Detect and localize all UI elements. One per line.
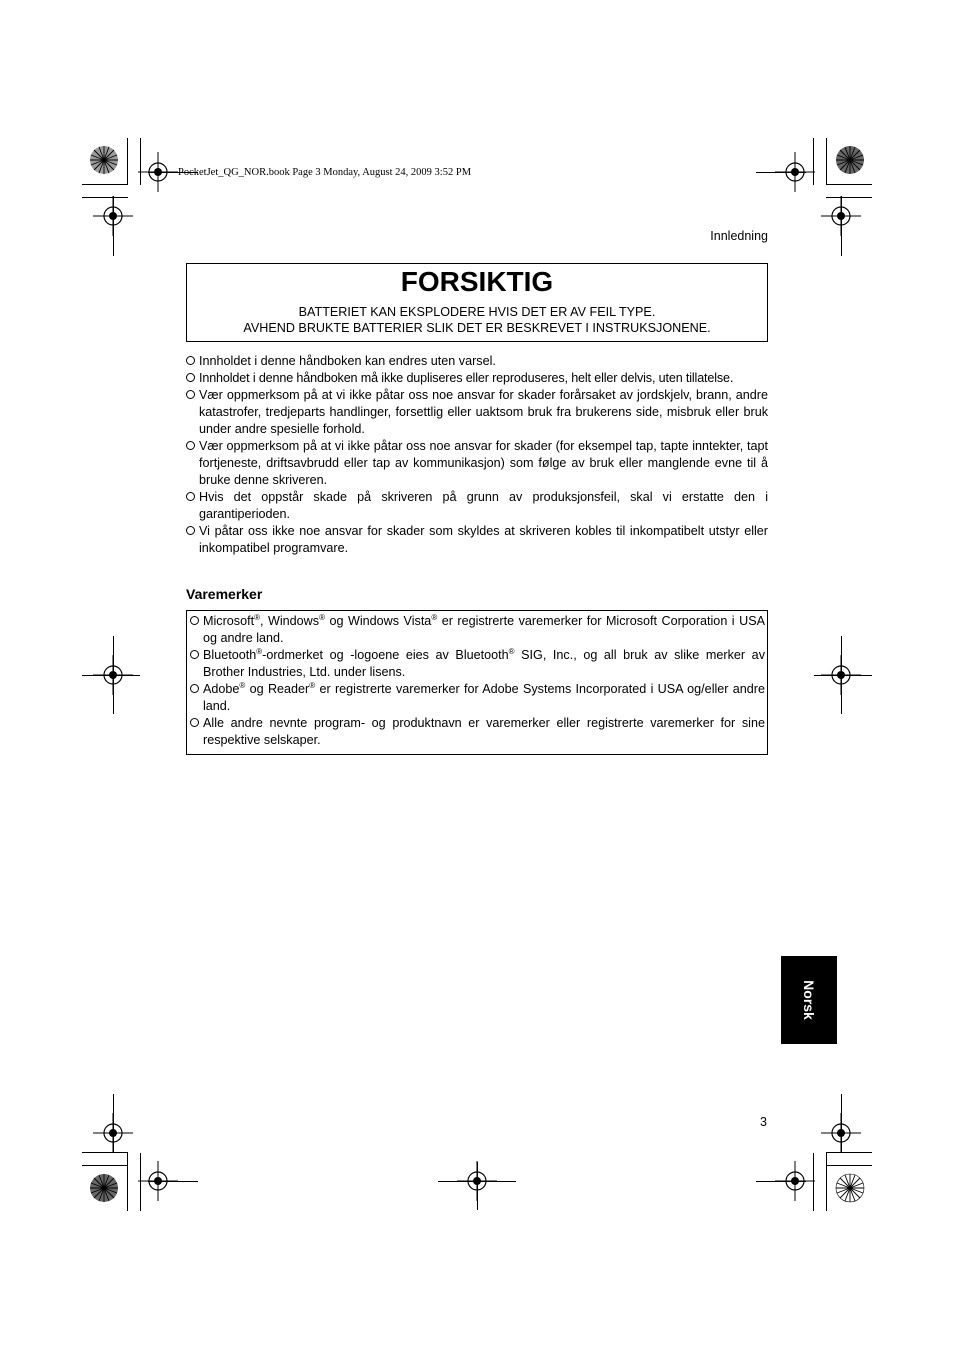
list-item <box>190 681 765 715</box>
trademark-text: er registrerte varemerker for Microsoft Corporation i USA og andre land. <box>203 614 765 645</box>
circle-bullet-icon <box>186 492 195 501</box>
registered-mark: ® <box>254 612 260 622</box>
crop-mark <box>127 1153 128 1211</box>
notice-text: Vær oppmerksom på at vi ikke påtar oss noe ansvar for skader (for eksempel tap, tapte inntekter, tapt fortjeneste, driftsavbrudd eller tap av kommunikasjon) som følge av bruk eller manglende evne til å bruke denne skriveren. <box>199 439 768 487</box>
list-item <box>186 370 768 387</box>
trademark-text: og Windows Vista <box>324 614 432 628</box>
trademark-text: Alle andre nevnte program- og produktnavn er varemerker eller registrerte varemerker for sine respektive selskaper. <box>203 716 765 747</box>
book-header: PocketJet_QG_NOR.book Page 3 Monday, August 24, 2009 3:52 PM <box>178 167 472 178</box>
crop-mark <box>841 196 842 256</box>
crop-mark <box>826 1153 827 1211</box>
trademark-text: og Reader <box>245 682 310 696</box>
circle-bullet-icon <box>190 650 199 659</box>
section-name: Innledning <box>710 229 768 243</box>
registered-mark: ® <box>508 646 515 656</box>
crop-mark <box>127 138 128 185</box>
crop-mark <box>113 196 114 256</box>
trademark-text: SIG, Inc., og all bruk av slike merker av Brother Industries, Ltd. under lisens. <box>203 648 765 679</box>
star-target-icon <box>835 145 865 175</box>
crop-mark <box>756 172 806 173</box>
list-item <box>186 438 768 489</box>
crop-mark <box>82 184 128 185</box>
trademark-text: -ordmerket og -logoene eies av Bluetooth <box>262 648 509 662</box>
circle-bullet-icon <box>190 684 199 693</box>
list-item <box>190 613 765 647</box>
trademark-text: Microsoft <box>203 614 255 628</box>
trademark-text: Bluetooth <box>203 648 257 662</box>
crop-mark <box>82 675 140 676</box>
star-target-icon <box>835 1173 865 1203</box>
page-number: 3 <box>760 1115 767 1129</box>
registered-mark: ® <box>256 646 263 656</box>
crop-mark <box>756 1181 806 1182</box>
registered-mark: ® <box>431 612 438 622</box>
list-item <box>190 647 765 681</box>
caution-line: AVHEND BRUKTE BATTERIER SLIK DET ER BESKREVET I INSTRUKSJONENE. <box>243 321 711 335</box>
crop-mark <box>841 1094 842 1152</box>
trademarks-box <box>186 610 768 755</box>
crop-mark <box>113 1094 114 1152</box>
list-item <box>186 387 768 438</box>
circle-bullet-icon <box>186 356 195 365</box>
circle-bullet-icon <box>186 373 195 382</box>
star-target-icon <box>89 1173 119 1203</box>
language-tab-label: Norsk <box>801 980 817 1020</box>
star-target-icon <box>89 145 119 175</box>
caution-box <box>186 263 768 342</box>
caution-line: BATTERIET KAN EKSPLODERE HVIS DET ER AV FEIL TYPE. <box>298 305 656 319</box>
crop-mark <box>826 184 872 185</box>
notice-text: Innholdet i denne håndboken må ikke dupliseres eller reproduseres, helt eller delvis, uten tillatelse. <box>199 371 734 385</box>
notice-text: Vi påtar oss ikke noe ansvar for skader som skyldes at skriveren kobles til inkompatibelt utstyr eller inkompatibel programvare. <box>199 524 768 555</box>
circle-bullet-icon <box>186 441 195 450</box>
notice-text: Vær oppmerksom på at vi ikke påtar oss noe ansvar for skader forårsaket av jordskjelv, brann, andre katastrofer, tredjeparts handlinger, forsettlig eller uaktsom bruk fra brukerens side, misbruk eller bruk under andre spesielle forhold. <box>199 388 768 436</box>
trademark-text: , Windows <box>260 614 320 628</box>
circle-bullet-icon <box>190 718 199 727</box>
crop-mark <box>477 1162 478 1210</box>
trademarks-heading: Varemerker <box>186 586 263 602</box>
trademark-text: Adobe <box>203 682 240 696</box>
notice-text: Hvis det oppstår skade på skriveren på grunn av produksjonsfeil, skal vi erstatte den i garantiperioden. <box>199 490 768 521</box>
registered-mark: ® <box>239 680 246 690</box>
crop-mark <box>826 1165 872 1166</box>
language-tab <box>781 956 837 1044</box>
trademarks-list <box>187 611 767 749</box>
registered-mark: ® <box>319 612 325 622</box>
list-item <box>186 489 768 523</box>
circle-bullet-icon <box>186 390 195 399</box>
caution-title: FORSIKTIG <box>400 266 554 297</box>
crop-mark <box>814 675 872 676</box>
notice-text: Innholdet i denne håndboken kan endres uten varsel. <box>199 354 496 368</box>
list-item <box>186 353 768 370</box>
crop-mark <box>82 1165 128 1166</box>
list-item <box>186 523 768 557</box>
trademark-text: er registrerte varemerker for Adobe Systems Incorporated i USA og/eller andre land. <box>203 682 765 713</box>
list-item <box>190 715 765 749</box>
crop-mark <box>826 138 827 185</box>
notice-list <box>186 353 768 557</box>
circle-bullet-icon <box>186 526 195 535</box>
registered-mark: ® <box>309 680 316 690</box>
crop-mark <box>148 1181 198 1182</box>
circle-bullet-icon <box>190 616 199 625</box>
